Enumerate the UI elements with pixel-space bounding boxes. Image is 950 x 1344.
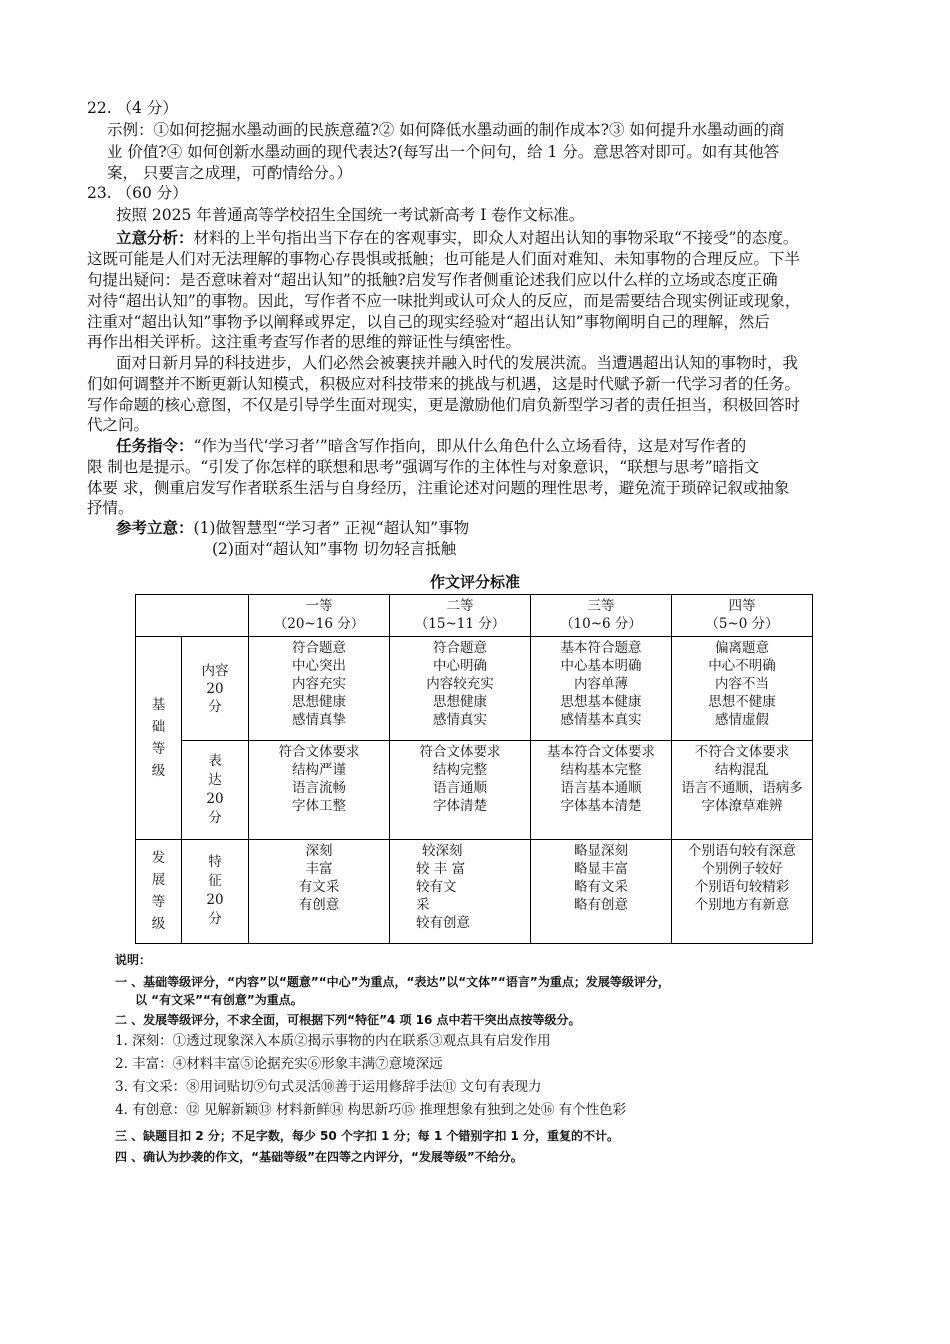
para2-line-4: 代之问。: [87, 416, 150, 434]
content-grade-1: 符合题意 中心突出 内容充实 思想健康 感情真挚: [249, 637, 390, 741]
task-label: 任务指令：: [116, 437, 194, 455]
feature-grade-4: 个别语句较有深意 个别例子较好 个别语句较精彩 个别地方有新意: [672, 839, 813, 943]
grade-header-row: [136, 595, 813, 637]
grade-range: （10~6 分）: [560, 616, 642, 632]
note-1a: 一 、基础等级评分，“内容”以“题意”“中心”为重点，“表达”以“文体”“语言”为重点；发展等级评分，: [115, 975, 670, 989]
q22-line-1: 示例：①如何挖掘水墨动画的民族意蕴?② 如何降低水墨动画的制作成本?③ 如何提升水墨动画的商: [107, 121, 785, 139]
analysis-line-3: 句提出疑问：是否意味着对“超出认知”的抵触?启发写作者侧重论述我们应以什么样的立场或态度正确: [87, 271, 778, 289]
task-line-1: [116, 436, 746, 457]
expression-row: [136, 741, 813, 839]
ref-2: (2)面对“超认知”事物 切勿轻言抵触: [212, 540, 457, 558]
sub-item-1: 1. 深刻：①透过现象深入本质②揭示事物的内在联系③观点具有启发作用: [115, 1033, 551, 1049]
grade-name: 二等: [446, 598, 474, 614]
grade-1-header: [249, 595, 390, 637]
expression-grade-3: 基本符合文体要求 结构基本完整 语言基本通顺 字体基本清楚: [531, 741, 672, 839]
grade-range: （20~16 分）: [273, 616, 365, 632]
scoring-table: [135, 594, 813, 944]
grade-name: 一等: [305, 598, 333, 614]
task-line-2: 限 制也是提示。“引发了你怎样的联想和思考”强调写作的主体性与对象意识，“联想与思考”暗指文: [87, 458, 760, 476]
content-grade-2: 符合题意 中心明确 内容较充实 思想健康 感情真实: [390, 637, 531, 741]
table-title: 作文评分标准: [429, 573, 520, 591]
feature-grade-1: 深刻 丰富 有文采 有创意: [249, 839, 390, 943]
analysis-line-5: 注重对“超出认知”事物予以阐释或界定，以自己的现实经验对“超出认知”事物阐明自己的理解，然后: [87, 313, 770, 331]
analysis-line-2: 这既可能是人们对无法理解的事物心存畏惧或抵触；也可能是人们面对难知、未知事物的合理反应。下半: [87, 250, 801, 268]
content-grade-3: 基本符合题意 中心基本明确 内容单薄 思想基本健康 感情基本真实: [531, 637, 672, 741]
sub-item-2: 2. 丰富：④材料丰富⑤论据充实⑥形象丰满⑦意境深远: [115, 1056, 443, 1072]
grade-name: 三等: [587, 598, 615, 614]
analysis-text-1: 材料的上半句指出当下存在的客观事实，即众人对超出认知的事物采取“不接受”的态度。: [193, 229, 799, 247]
q22-line-2: 业 价值?④ 如何创新水墨动画的现代表达?(每写出一个问句，给 1 分。意思答对即可。如有其他答: [107, 143, 780, 161]
q23-header: 23. （60 分）: [87, 184, 188, 202]
note-2: 二 、发展等级评分，不求全面，可根据下列“特征”4 项 16 点中若干突出点按等级分。: [115, 1013, 581, 1027]
ref-label: 参考立意：: [116, 519, 194, 537]
para2-line-2: 们如何调整并不断更新认知模式，积极应对科技带来的挑战与机遇，这是时代赋予新一代学习者的任务。: [87, 375, 801, 393]
feature-label: 特 征 20 分: [182, 839, 249, 943]
analysis-line-1: [116, 228, 798, 249]
sub-item-4: 4. 有创意：⑫ 见解新颖⑬ 材料新鲜⑭ 构思新巧⑮ 推理想象有独到之处⑯ 有个性色彩: [115, 1102, 627, 1118]
feature-grade-3: 略显深刻 略显丰富 略有文采 略有创意: [531, 839, 672, 943]
expression-grade-2: 符合文体要求 结构完整 语言通顺 字体清楚: [390, 741, 531, 839]
expression-grade-4: 不符合文体要求 结构混乱 语言不通顺，语病多 字体潦草难辨: [672, 741, 813, 839]
note-1b: 以 “有文采”“有创意”为重点。: [135, 993, 303, 1007]
development-level-label: 发 展 等 级: [136, 839, 182, 943]
content-label: 内容 20 分: [182, 637, 249, 741]
grade-2-header: [390, 595, 531, 637]
analysis-label: 立意分析：: [116, 229, 194, 247]
expression-label: 表 达 20 分: [182, 741, 249, 839]
task-text-1: “作为当代‘学习者’”暗含写作指向，即从什么角色什么立场看待，这是对写作者的: [193, 437, 747, 455]
grade-name: 四等: [728, 598, 756, 614]
q22-line-3: 案， 只要言之成理，可酌情给分。）: [107, 164, 353, 182]
content-grade-4: 偏离题意 中心不明确 内容不当 思想不健康 感情虚假: [672, 637, 813, 741]
analysis-line-6: 再作出相关评析。这注重考查写作者的思维的辩证性与缜密性。: [87, 333, 522, 351]
notes-heading: 说明：: [115, 953, 152, 967]
grade-range: （15~11 分）: [414, 616, 506, 632]
grade-4-header: [672, 595, 813, 637]
feature-grade-2: 较深刻 较 丰 富 较有文 采 较有创意: [390, 839, 531, 943]
ref-1: (1)做智慧型“学习者” 正视“超认知”事物: [193, 519, 470, 537]
para2-line-1: 面对日新月异的科技进步，人们必然会被裹挟并融入时代的发展洪流。当遭遇超出认知的事物时，我: [116, 354, 799, 372]
q23-standard: 按照 2025 年普通高等学校招生全国统一考试新高考 I 卷作文标准。: [116, 206, 585, 224]
sub-item-3: 3. 有文采：⑧用词贴切⑨句式灵活⑩善于运用修辞手法⑪ 文句有表现力: [115, 1079, 542, 1095]
expression-grade-1: 符合文体要求 结构严谨 语言流畅 字体工整: [249, 741, 390, 839]
content-row: [136, 637, 813, 741]
note-3: 三 、缺题目扣 2 分；不足字数，每少 50 个字扣 1 分；每 1 个错别字扣 1 分，重复的不计。: [115, 1129, 620, 1143]
ref-line-1: [116, 518, 469, 539]
q22-header: 22. （4 分）: [87, 99, 178, 117]
para2-line-3: 写作命题的核心意图，不仅是引导学生面对现实，更是激励他们肩负新型学习者的责任担当，积极回答时: [87, 396, 801, 414]
corner-cell: [136, 595, 249, 637]
task-line-3: 体要 求，侧重启发写作者联系生活与自身经历，注重论述对问题的理性思考，避免流于琐碎记叙或抽象: [87, 479, 790, 497]
grade-range: （5~0 分）: [705, 616, 779, 632]
feature-row: [136, 839, 813, 943]
grade-3-header: [531, 595, 672, 637]
note-4: 四 、确认为抄袭的作文，“基础等级”在四等之内评分，“发展等级”不给分。: [115, 1150, 523, 1164]
basic-level-label: 基 础 等 级: [136, 637, 182, 840]
analysis-line-4: 对待“超出认知”的事物。因此，写作者不应一味批判或认可众人的反应，而是需要结合现实例证或现象，: [87, 292, 801, 310]
task-line-4: 抒情。: [87, 499, 134, 517]
